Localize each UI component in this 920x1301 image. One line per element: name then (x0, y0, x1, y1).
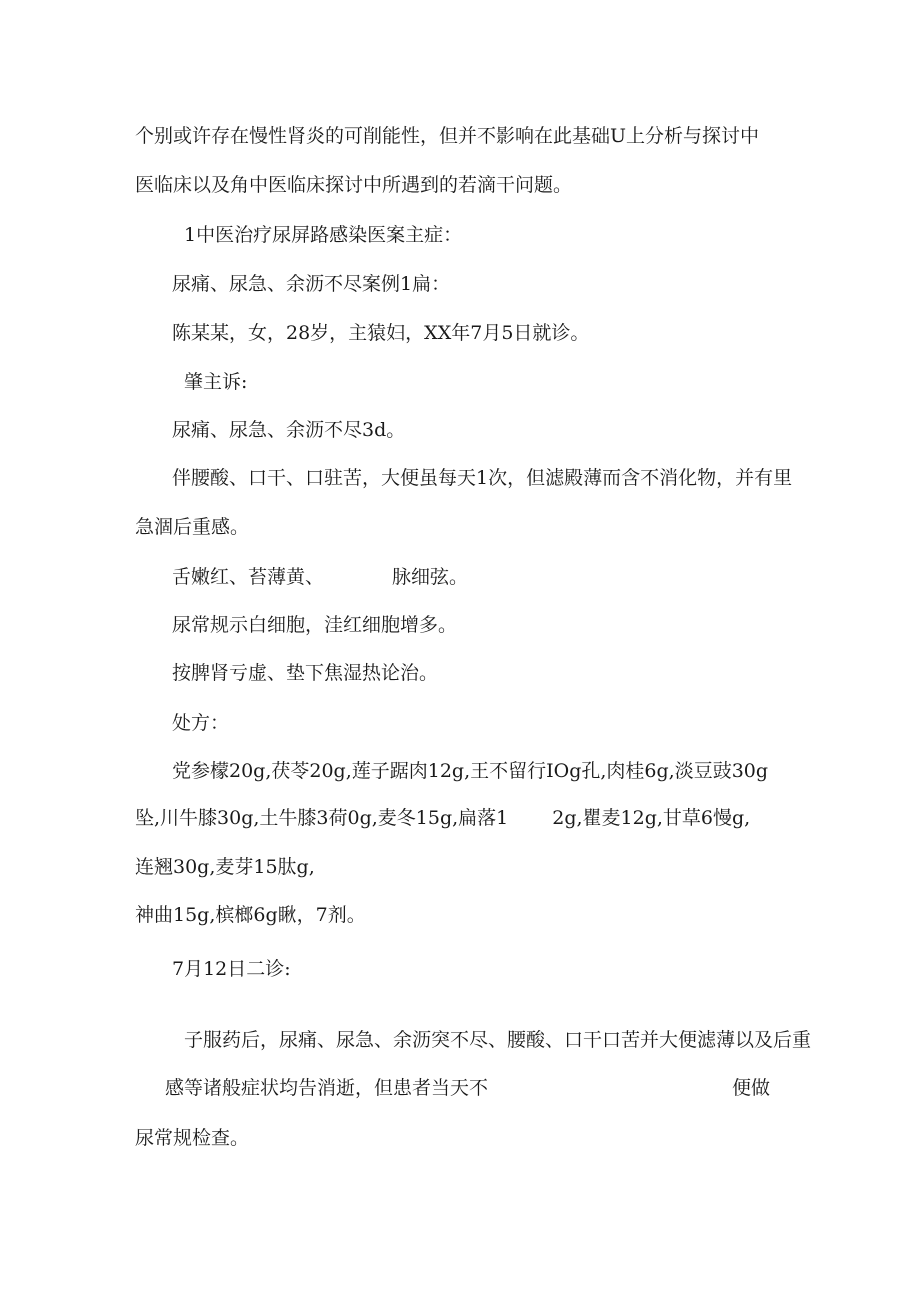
prescription-label: 处方： (172, 712, 230, 734)
case-title: 尿痛、尿急、余沥不尽案例1扁： (172, 273, 451, 295)
tongue-pulse (172, 565, 468, 589)
patient-info: 陈某某，女，28岁，主猿妇，XX年7月5日就诊。 (172, 322, 590, 344)
prescription-part: 2g,瞿麦12g,甘草6慢g, (552, 807, 751, 829)
paragraph-line: 医临床以及角中医临床探讨中所遇到的若滴干问题。 (135, 174, 573, 196)
prescription-line (135, 806, 750, 830)
paragraph-line: 子服药后，尿痛、尿急、余沥突不尽、腰酸、口干口苦并大便滤薄以及后重 (184, 1029, 812, 1051)
paragraph-line: 尿常规检查。 (135, 1127, 250, 1149)
prescription-line: 党参檬20g,茯苓20g,莲子踞肉12g,王不留行IOg孔,肉桂6g,淡豆豉30g (172, 760, 769, 782)
paragraph-part: 便做 (732, 1077, 771, 1099)
chief-complaint-label: 肇主诉: (184, 371, 248, 393)
chief-complaint: 尿痛、尿急、余沥不尽3d。 (172, 419, 406, 441)
treatment-principle: 按脾肾亏虚、垫下焦湿热论治。 (172, 662, 439, 684)
tongue-text: 舌嫩红、苔薄黄、 (172, 566, 325, 588)
paragraph-line: 个别或许存在慢性肾炎的可削能性，但并不影响在此基础U上分析与探讨中 (135, 125, 760, 147)
prescription-line: 连翘30g,麦芽15肽g, (135, 856, 315, 878)
pulse-text: 脉细弦。 (392, 566, 469, 588)
paragraph-line: 伴腰酸、口干、口驻苦，大便虽每天1次，但滤殿薄而含不消化物，并有里 (172, 467, 793, 489)
prescription-line: 神曲15g,槟榔6g瞅，7剂。 (135, 904, 366, 926)
paragraph-part: 感等诸般症状均告消逝，但患者当天不 (165, 1077, 489, 1099)
section-heading: 1中医治疗尿屏路感染医案主症： (184, 224, 463, 246)
paragraph-line: 急涸后重感。 (135, 516, 250, 538)
second-visit-heading: 7月12日二诊: (172, 958, 291, 980)
paragraph-line (165, 1076, 770, 1100)
prescription-part: 坠,川牛膝30g,土牛膝3荷0g,麦冬15g,扁落1 (135, 807, 509, 829)
urine-test: 尿常规示白细胞，洼红细胞增多。 (172, 614, 458, 636)
